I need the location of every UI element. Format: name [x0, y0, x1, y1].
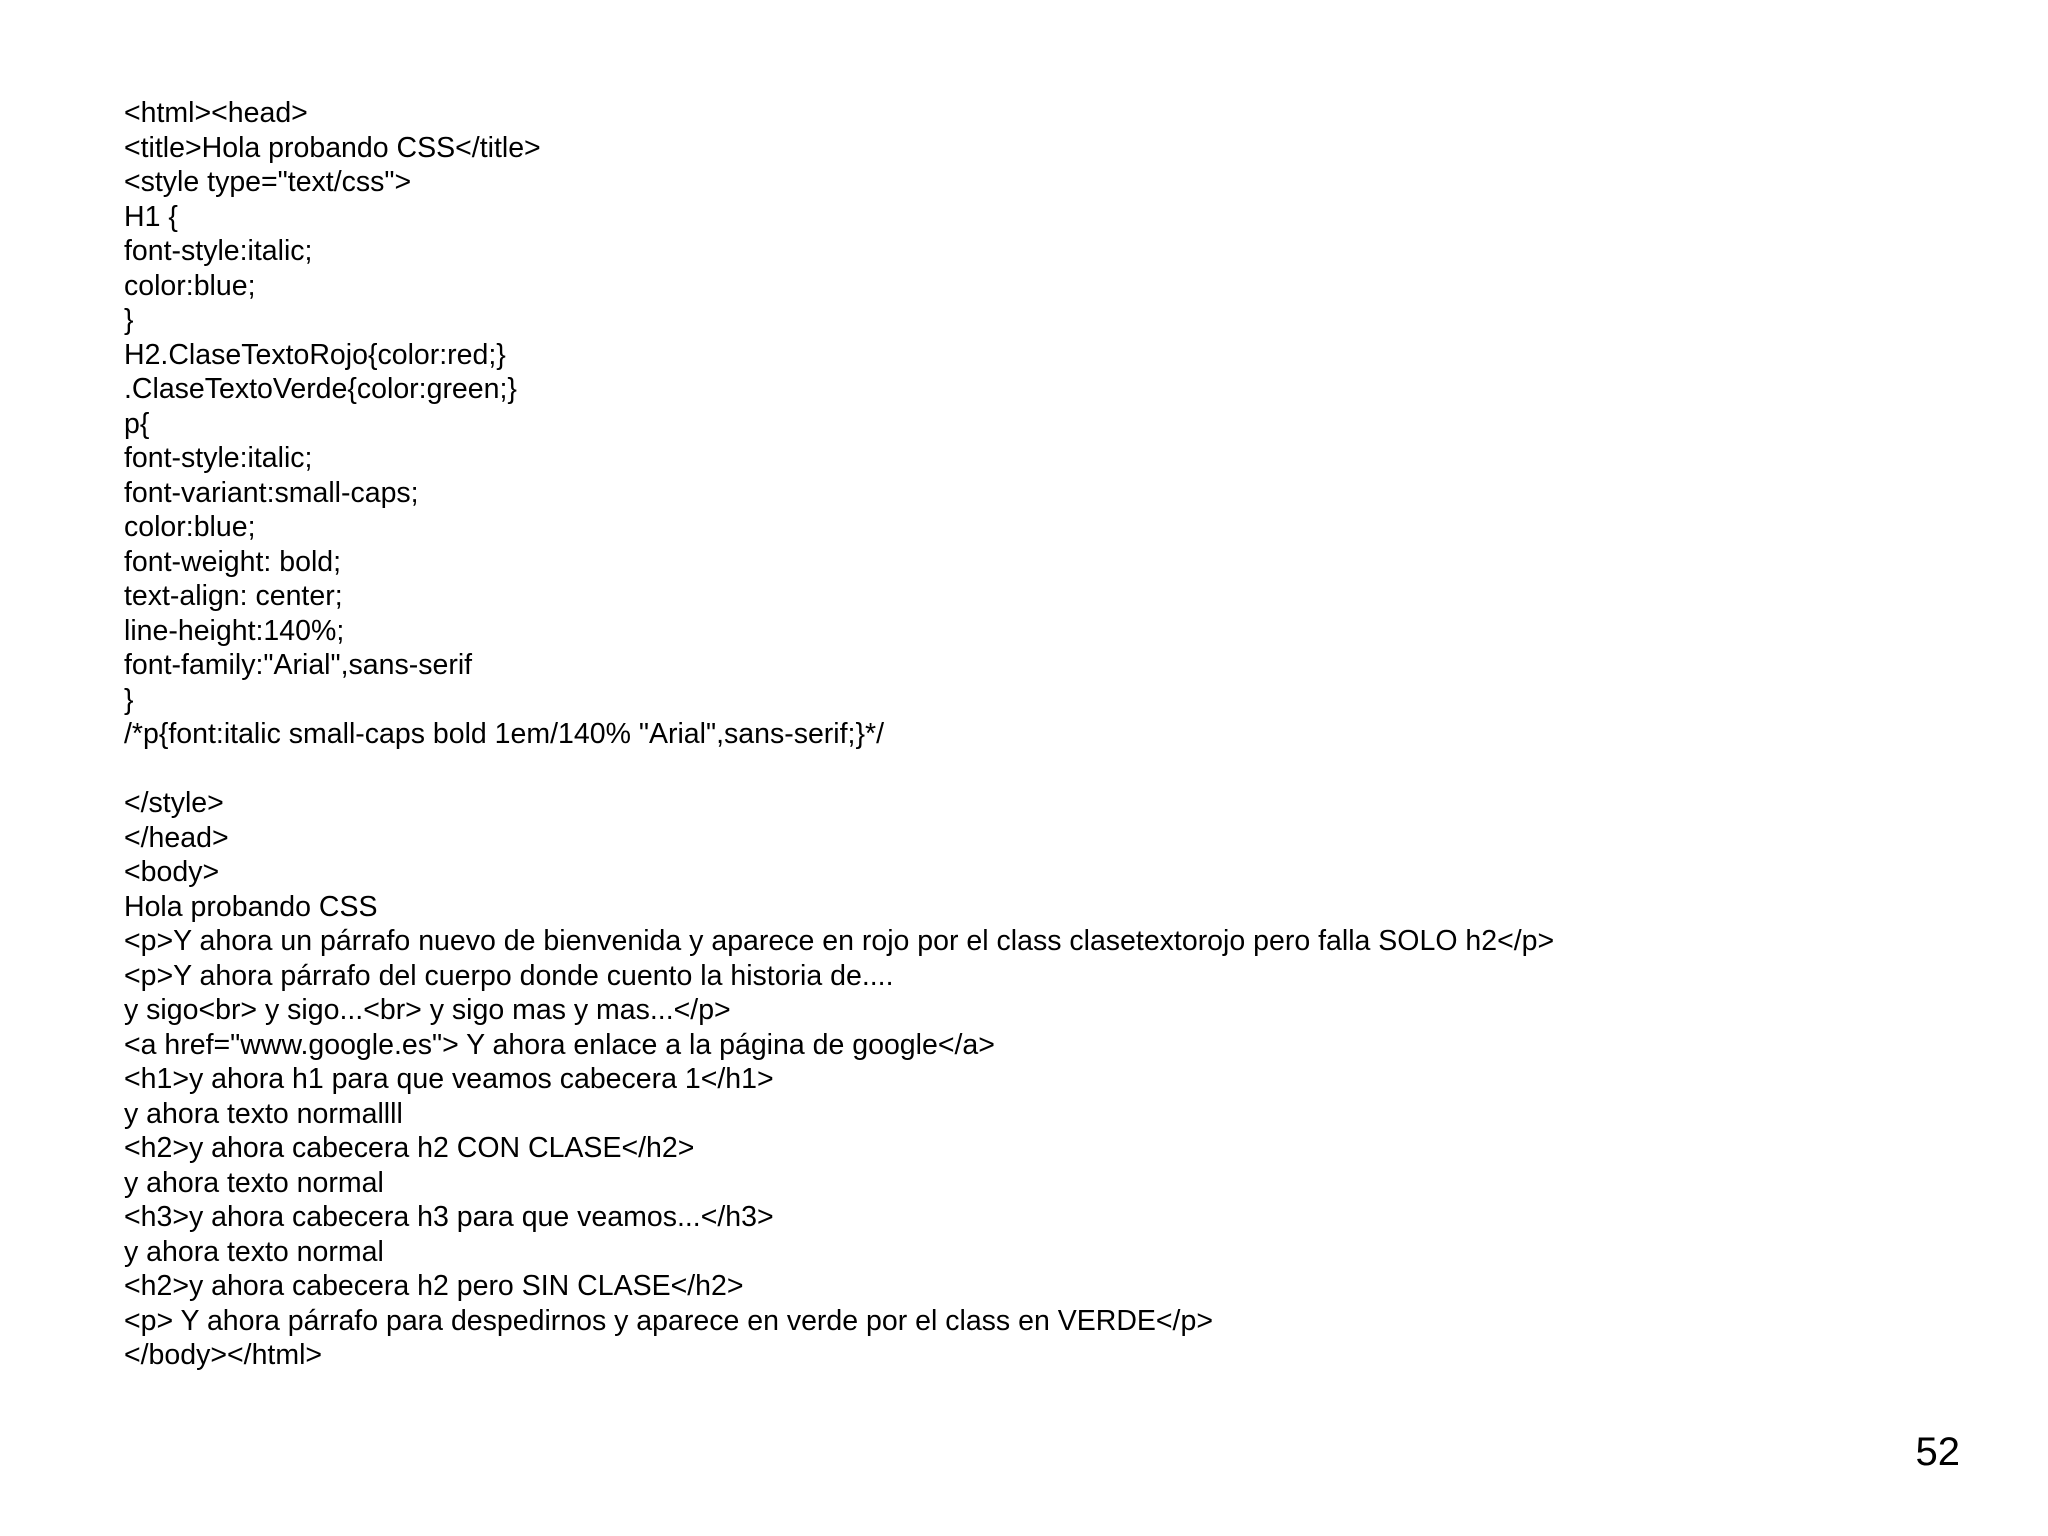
code-line: <p>Y ahora párrafo del cuerpo donde cuento la historia de....	[124, 959, 894, 992]
code-line: font-family:"Arial",sans-serif	[124, 649, 473, 681]
code-line: font-style:italic;	[124, 235, 313, 267]
code-line: y ahora texto normal	[124, 1166, 384, 1199]
code-line: <p>Y ahora un párrafo nuevo de bienvenida y aparece en rojo por el class clasetextorojo pero falla SOLO h2</p>	[124, 925, 1555, 957]
code-line: <a href="www.google.es"> Y ahora enlace a la página de google</a>	[124, 1028, 995, 1061]
code-line: p{	[124, 407, 150, 440]
code-line: <h2>y ahora cabecera h2 CON CLASE</h2>	[124, 1132, 695, 1164]
code-line: <html><head>	[124, 97, 308, 129]
code-line: <h2>y ahora cabecera h2 pero SIN CLASE</h2>	[124, 1270, 744, 1302]
code-line: <h3>y ahora cabecera h3 para que veamos...</h3>	[124, 1201, 774, 1233]
code-line: font-variant:small-caps;	[124, 476, 419, 509]
code-line: H2.ClaseTextoRojo{color:red;}	[124, 338, 506, 371]
code-line: y ahora texto normal	[124, 1235, 384, 1268]
code-line: line-height:140%;	[124, 614, 345, 647]
code-line-blank	[124, 752, 1924, 787]
code-line: font-style:italic;	[124, 442, 313, 474]
code-line: .ClaseTextoVerde{color:green;}	[124, 373, 517, 405]
code-line: }	[124, 683, 134, 716]
code-line: <p> Y ahora párrafo para despedirnos y aparece en verde por el class en VERDE</p>	[124, 1304, 1213, 1337]
code-line: <body>	[124, 856, 220, 888]
code-line: color:blue;	[124, 511, 256, 543]
code-line: </body></html>	[124, 1339, 323, 1371]
code-line: y sigo<br> y sigo...<br> y sigo mas y mas...</p>	[124, 994, 731, 1026]
code-line: Hola probando CSS	[124, 890, 378, 923]
code-line: /*p{font:italic small-caps bold 1em/140% "Arial",sans-serif;}*/	[124, 718, 884, 750]
code-line: <title>Hola probando CSS</title>	[124, 131, 541, 164]
code-line: </head>	[124, 821, 229, 854]
code-line: </style>	[124, 787, 224, 819]
code-line: color:blue;	[124, 269, 256, 302]
code-line: <style type="text/css">	[124, 166, 412, 198]
code-line: }	[124, 304, 134, 336]
code-line: font-weight: bold;	[124, 545, 342, 578]
code-listing	[124, 96, 1924, 1373]
page-number: 52	[1915, 1430, 1960, 1474]
code-line: text-align: center;	[124, 580, 343, 612]
code-line: <h1>y ahora h1 para que veamos cabecera 1</h1>	[124, 1063, 774, 1095]
code-line: H1 {	[124, 200, 178, 233]
code-line: y ahora texto normallll	[124, 1097, 403, 1130]
